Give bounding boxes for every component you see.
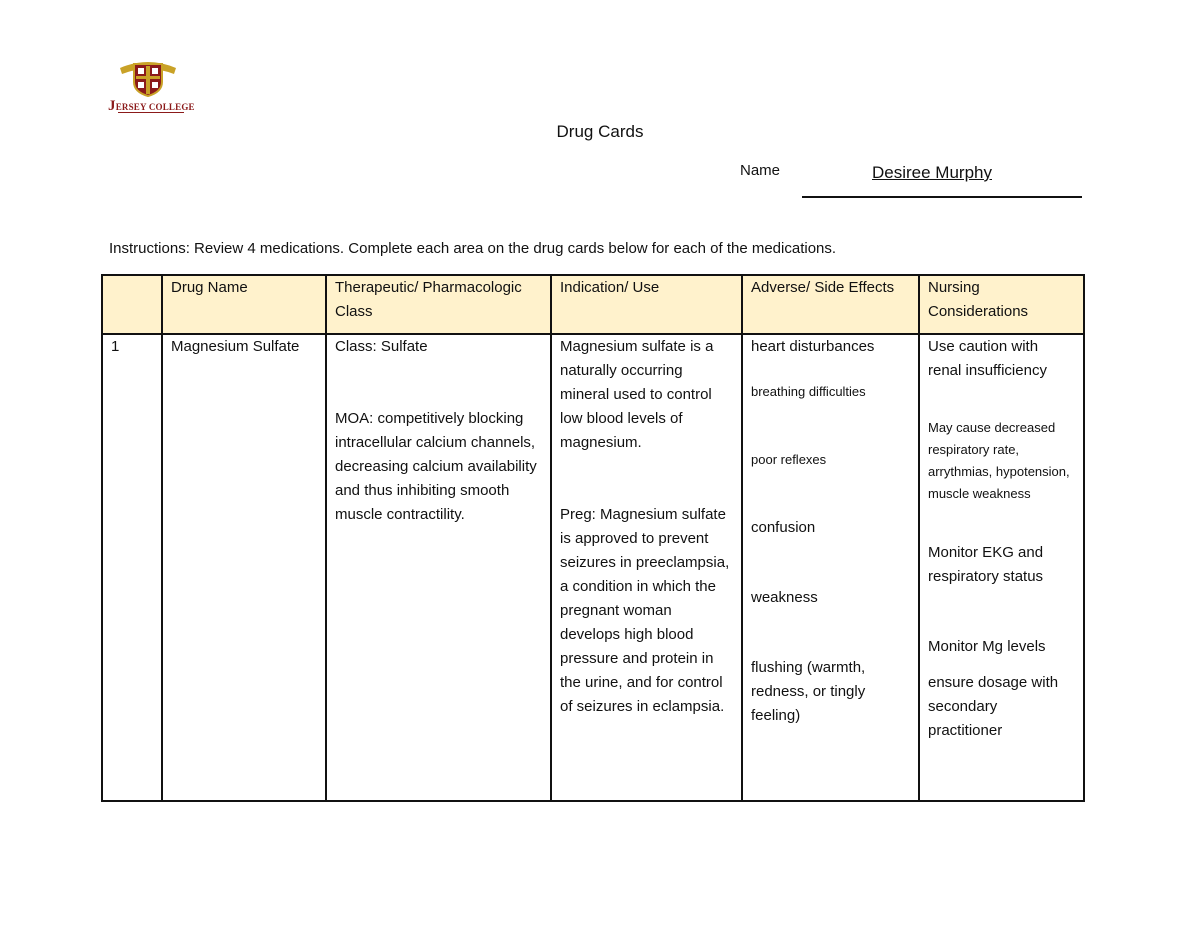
nursing-considerations-cell xyxy=(919,334,1084,801)
table-header-row xyxy=(102,275,1084,334)
header-nursing-considerations: Nursing Considerations xyxy=(919,275,1084,334)
name-value[interactable]: Desiree Murphy xyxy=(872,163,992,182)
indication-cell xyxy=(551,334,742,801)
document-title: Drug Cards xyxy=(556,122,644,141)
header-adverse-effects: Adverse/ Side Effects xyxy=(742,275,919,334)
shield-crest-icon xyxy=(108,54,188,98)
adverse-item: confusion xyxy=(751,519,816,536)
logo-underline xyxy=(118,112,184,113)
drug-card-table xyxy=(101,274,1085,802)
header-class: Therapeutic/ Pharmacologic Class xyxy=(326,275,551,334)
jersey-college-logo xyxy=(108,54,195,118)
drug-name-cell: Magnesium Sulfate xyxy=(162,334,326,801)
row-number: 1 xyxy=(102,334,162,801)
nursing-item: May cause decreased respiratory rate, arrythmias, hypotension, muscle weakness xyxy=(928,420,1070,501)
indication-text: Magnesium sulfate is a naturally occurring mineral used to control low blood levels of magnesium. xyxy=(560,338,714,451)
name-underline xyxy=(802,196,1082,198)
adverse-item: flushing (warmth, redness, or tingly feeling) xyxy=(751,659,866,724)
moa-text: MOA: competitively blocking intracellular calcium channels, decreasing calcium availability and thus inhibiting smooth muscle contractility. xyxy=(335,410,537,523)
logo-name: ERSEY COLLEGE xyxy=(115,102,195,112)
nursing-item: Monitor Mg levels xyxy=(928,638,1046,655)
table-row xyxy=(102,334,1084,801)
class-text: Class: Sulfate xyxy=(335,338,428,355)
class-cell xyxy=(326,334,551,801)
nursing-item: Monitor EKG and respiratory status xyxy=(928,544,1044,585)
header-number xyxy=(102,275,162,334)
adverse-item: heart disturbances xyxy=(751,338,875,355)
indication-pregnancy-text: Preg: Magnesium sulfate is approved to prevent seizures in preeclampsia, a condition in which the pregnant woman develops high blood pressure and protein in the urine, and for control of seizures in eclampsia. xyxy=(560,506,730,715)
logo-initial: J xyxy=(108,98,116,114)
adverse-item: poor reflexes xyxy=(751,452,827,467)
nursing-item: ensure dosage with secondary practitioner xyxy=(928,674,1059,739)
instructions-text: Instructions: Review 4 medications. Complete each area on the drug cards below for each of the medications. xyxy=(109,240,837,257)
nursing-item: Use caution with renal insufficiency xyxy=(928,338,1047,379)
header-drug-name: Drug Name xyxy=(162,275,326,334)
header-indication: Indication/ Use xyxy=(551,275,742,334)
name-label: Name xyxy=(740,162,781,179)
adverse-item: breathing difficulties xyxy=(751,384,866,399)
adverse-item: weakness xyxy=(751,589,818,606)
adverse-effects-cell xyxy=(742,334,919,801)
